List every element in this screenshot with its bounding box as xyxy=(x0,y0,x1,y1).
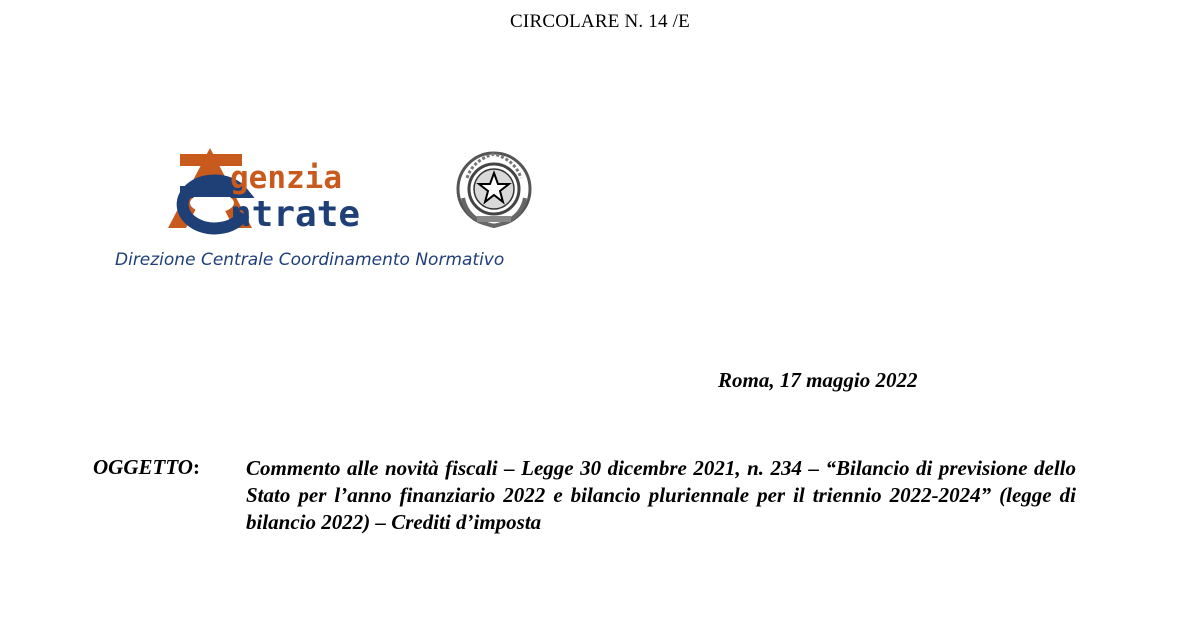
document-date: Roma, 17 maggio 2022 xyxy=(718,368,918,392)
logo-word-ntrate: ntrate xyxy=(230,194,361,235)
repubblica-italiana-emblem-icon xyxy=(453,148,535,230)
oggetto-label xyxy=(93,455,200,480)
oggetto-label-colon: : xyxy=(192,455,200,479)
logo-word-genzia: genzia xyxy=(230,160,342,196)
oggetto-label-text: OGGETTO xyxy=(93,455,193,479)
oggetto-text: Commento alle novità fiscali – Legge 30 dicembre 2021, n. 234 – “Bilancio di previsione dello Stato per l’anno finanziario 2022 e bilancio pluriennale per il triennio 2022-2024” (legge di bilancio 2022) – Crediti d’imposta xyxy=(246,456,1076,534)
circolare-header: CIRCOLARE N. 14 /E xyxy=(510,11,690,32)
direzione-centrale-label: Direzione Centrale Coordinamento Normativo xyxy=(115,250,505,270)
